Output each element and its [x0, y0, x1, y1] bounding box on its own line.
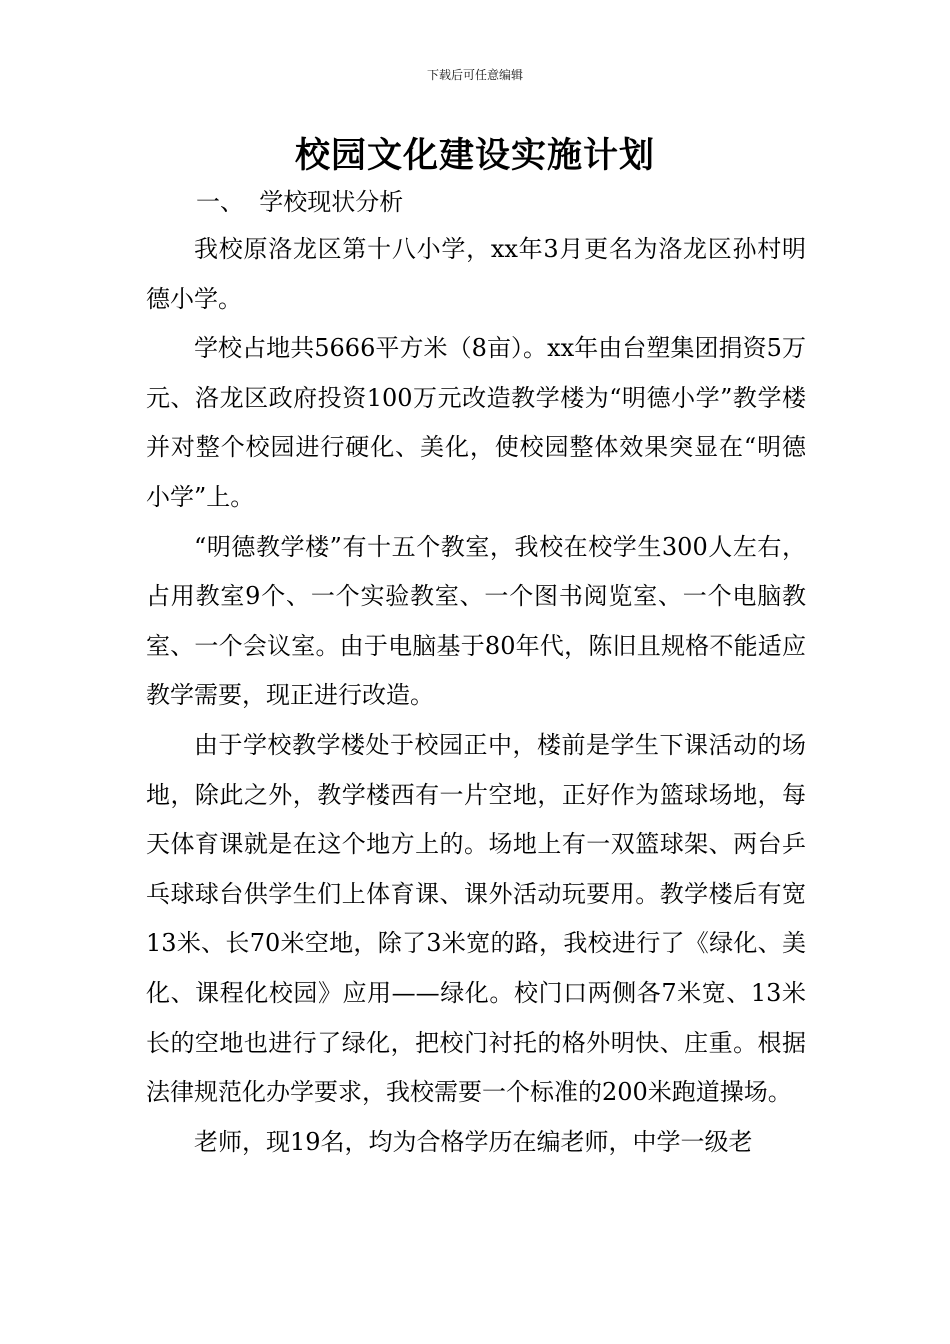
paragraph: 老师，现19名，均为合格学历在编老师，中学一级老 — [194, 1127, 753, 1156]
paragraph: 学校占地共5666平方米（8亩）。xx年由台塑集团捐资5万元、洛龙区政府投资100万元改造教学楼为“明德小学”教学楼并对整个校园进行硬化、美化，使校园整体效果突显在“明德小学”上。 — [146, 334, 806, 511]
header-note: 下载后可任意编辑 — [426, 68, 523, 82]
paragraph: 我校原洛龙区第十八小学，xx年3月更名为洛龙区孙村明德小学。 — [146, 235, 806, 313]
document-title: 校园文化建设实施计划 — [294, 136, 655, 176]
paragraph: “明德教学楼”有十五个教室，我校在校学生300人左右，占用教室9个、一个实验教室、一个图书阅览室、一个电脑教室、一个会议室。由于电脑基于80年代，陈旧且规格不能适应教学需要，现正进行改造。 — [146, 532, 806, 710]
document-body — [146, 225, 806, 1167]
paragraph: 由于学校教学楼处于校园正中，楼前是学生下课活动的场地，除此之外，教学楼西有一片空地，正好作为篮球场地，每天体育课就是在这个地方上的。场地上有一双篮球架、两台乒乓球球台供学生们上体育课、课外活动玩要用。教学楼后有宽13米、长70米空地，除了3米宽的路，我校进行了《绿化、美化、课程化校园》应用——绿化。校门口两侧各7米宽、13米长的空地也进行了绿化，把校门衬托的格外明快、庄重。根据法律规范化办学要求，我校需要一个标准的200米跑道操场。 — [146, 730, 806, 1107]
section-heading: 一、 学校现状分析 — [196, 188, 404, 216]
